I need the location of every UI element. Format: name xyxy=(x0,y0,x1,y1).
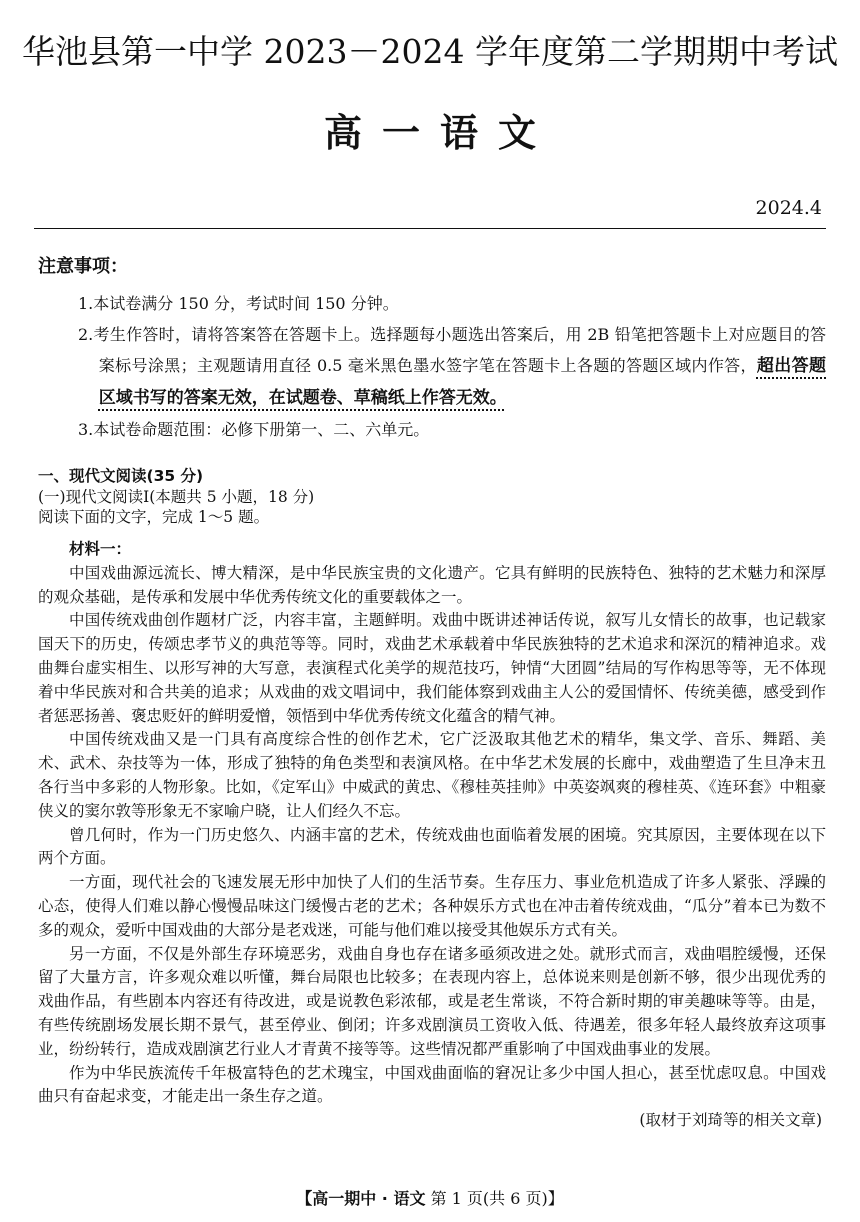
source-note: (取材于刘琦等的相关文章) xyxy=(639,1111,822,1130)
paragraph-4: 曾几何时，作为一门历史悠久、内涵丰富的艺术，传统戏曲也面临着发展的困境。究其原因，主要体现在以下两个方面。 xyxy=(38,825,826,868)
note-item-2 xyxy=(78,319,826,414)
note-item-2-emphasis: 超出答题区域书写的答案无效，在试题卷、草稿纸上作答无效。 xyxy=(98,356,826,408)
paragraph-3: 中国传统戏曲又是一门具有高度综合性的创作艺术，它广泛汲取其他艺术的精华，集文学、音乐、舞蹈、美术、武术、杂技等为一体，形成了独特的角色类型和表演风格。在中华艺术发展的长廊中，戏曲塑造了生旦净末丑各行当中多彩的人物形象。比如，《定军山》中威武的黄忠、《穆桂英挂帅》中英姿飒爽的穆桂英、《连环套》中粗豪侠义的窦尔敦等形象无不家喻户晓，让人们经久不忘。 xyxy=(38,730,826,820)
page-footer xyxy=(0,1188,860,1210)
header-divider xyxy=(34,228,826,229)
section-sub-heading: (一)现代文阅读Ⅰ(本题共 5 小题，18 分) xyxy=(38,487,315,506)
paragraph-2: 中国传统戏曲创作题材广泛，内容丰富，主题鲜明。戏曲中既讲述神话传说，叙写儿女情长的故事，也记载家国天下的历史，传颂忠孝节义的典范等等。同时，戏曲艺术承载着中华民族独特的艺术追求和深沉的精神追求。戏曲舞台虚实相生、以形写神的大写意，表演程式化美学的规范技巧，钟情“大团圆”结局的写作构思等等，无不体现着中华民族对和合共美的追求；从戏曲的戏文唱词中，我们能体察到戏曲主人公的爱国情怀、传统美德，感受到作者惩恶扬善、褒忠贬奸的鲜明爱憎，领悟到中华优秀传统文化蕴含的精气神。 xyxy=(38,611,826,725)
section-heading: 一、现代文阅读(35 分) xyxy=(38,467,204,485)
section-header xyxy=(38,466,826,528)
paragraph-7: 作为中华民族流传千年极富特色的艺术瑰宝，中国戏曲面临的窘况让多少中国人担心，甚至忧虑叹息。中国戏曲只有奋起求变，才能走出一条生存之道。 xyxy=(38,1063,826,1106)
reading-material xyxy=(38,538,826,1133)
footer-label: 【高一期中 · 语文 xyxy=(296,1189,426,1208)
subject-title: 高一语文 xyxy=(323,111,556,155)
paragraph-6: 另一方面，不仅是外部生存环境恶劣，戏曲自身也存在诸多亟须改进之处。就形式而言，戏曲唱腔缓慢，还保留了大量方言，许多观众难以听懂，舞台局限也比较多；在表现内容上，总体说来则是创新不够，很少出现优秀的戏曲作品，有些剧本内容还有待改进，或是说教色彩浓郁，或是老生常谈，不符合新时期的审美趣味等等。由是，有些传统剧场发展长期不景气，甚至停业、倒闭；许多戏剧演员工资收入低、待遇差，很多年轻人最终放弃这项事业，纷纷转行，造成戏剧演艺行业人才青黄不接等等。这些情况都严重影响了中国戏曲事业的发展。 xyxy=(38,944,826,1058)
notes-list xyxy=(78,288,826,445)
notes-heading: 注意事项： xyxy=(38,256,128,277)
note-item-1: 1.本试卷满分 150 分，考试时间 150 分钟。 xyxy=(78,294,399,313)
section-instruction: 阅读下面的文字，完成 1～5 题。 xyxy=(38,508,270,526)
paragraph-5: 一方面，现代社会的飞速发展无形中加快了人们的生活节奏。生存压力、事业危机造成了许多人紧张、浮躁的心态，使得人们难以静心慢慢品味这门缓慢古老的艺术；各种娱乐方式也在冲击着传统戏曲，“瓜分”着本已为数不多的观众，爱听中国戏曲的大部分是老戏迷，可能与他们难以接受其他娱乐方式有关。 xyxy=(38,873,826,939)
note-item-2-text: 2.考生作答时，请将答案答在答题卡上。选择题每小题选出答案后，用 2B 铅笔把答题卡上对应题目的答案标号涂黑；主观题请用直径 0.5 毫米黑色墨水签字笔在答题卡上各题的答题区域内作答， xyxy=(78,325,826,375)
exam-date: 2024.4 xyxy=(755,197,822,219)
footer-page: 第 1 页(共 6 页)】 xyxy=(430,1189,564,1208)
paragraph-1: 中国戏曲源远流长、博大精深，是中华民族宝贵的文化遗产。它具有鲜明的民族特色、独特的艺术魅力和深厚的观众基础，是传承和发展中华优秀传统文化的重要载体之一。 xyxy=(38,563,826,606)
note-item-3: 3.本试卷命题范围：必修下册第一、二、六单元。 xyxy=(78,420,430,439)
material-label: 材料一： xyxy=(69,540,132,558)
exam-title: 华池县第一中学 2023－2024 学年度第二学期期中考试 xyxy=(22,32,838,71)
